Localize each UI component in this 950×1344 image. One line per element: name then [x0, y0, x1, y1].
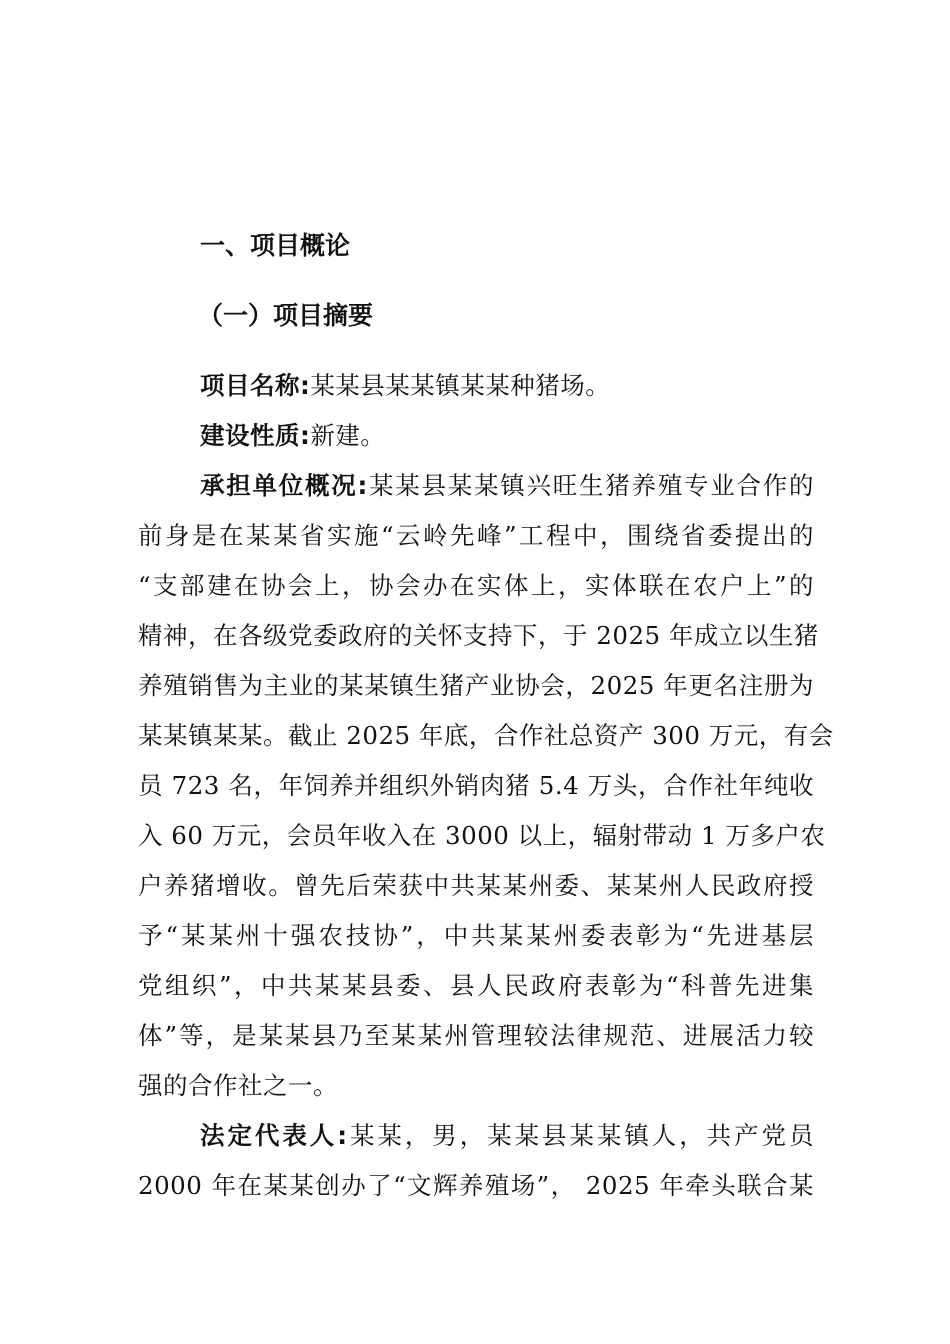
unit-line: 养殖销售为主业的某某镇生猪产业协会，2025 年更名注册为 — [138, 671, 814, 700]
nature-value: 新建。 — [310, 421, 386, 450]
unit-line: “支部建在协会上，协会办在实体上，实体联在农户上”的 — [138, 571, 814, 600]
nature-line — [200, 416, 814, 456]
project-name-label: 项目名称: — [200, 371, 311, 400]
subsection-heading: （一）项目摘要 — [198, 301, 374, 330]
unit-label: 承担单位概况: — [200, 471, 368, 500]
unit-first-line — [200, 466, 814, 506]
unit-line: 予“某某州十强农技协”，中共某某州委表彰为“先进基层 — [138, 921, 814, 950]
project-name-line — [200, 366, 814, 406]
unit-line: 体”等，是某某县乃至某某州管理较法律规范、进展活力较 — [138, 1021, 814, 1050]
project-name-value: 某某县某某镇某某种猪场。 — [310, 371, 611, 400]
section-heading: 一、项目概论 — [200, 231, 351, 260]
unit-line: 前身是在某某省实施“云岭先峰”工程中，围绕省委提出的 — [138, 521, 814, 550]
unit-line: 精神，在各级党委政府的关怀支持下，于 2025 年成立以生猪 — [138, 621, 819, 650]
nature-label: 建设性质: — [200, 421, 311, 450]
unit-first-text: 某某县某某镇兴旺生猪养殖专业合作的 — [367, 471, 814, 500]
unit-line: 户养猪增收。曾先后荣获中共某某州委、某某州人民政府授 — [138, 871, 814, 900]
unit-line: 强的合作社之一。 — [138, 1071, 338, 1100]
unit-line: 入 60 万元，会员年收入在 3000 以上，辐射带动 1 万多户农 — [138, 821, 826, 850]
unit-line: 某某镇某某。截止 2025 年底，合作社总资产 300 万元，有会 — [138, 721, 834, 750]
rep-first-text: 某某，男，某某县某某镇人，共产党员 — [347, 1121, 814, 1150]
rep-line: 2000 年在某某创办了“文辉养殖场”， 2025 年牵头联合某 — [138, 1171, 814, 1200]
unit-line: 员 723 名，年饲养并组织外销肉猪 5.4 万头，合作社年纯收 — [138, 771, 814, 800]
rep-first-line — [200, 1116, 814, 1156]
unit-line: 党组织”，中共某某县委、县人民政府表彰为“科普先进集 — [138, 971, 814, 1000]
rep-label: 法定代表人: — [200, 1121, 348, 1150]
